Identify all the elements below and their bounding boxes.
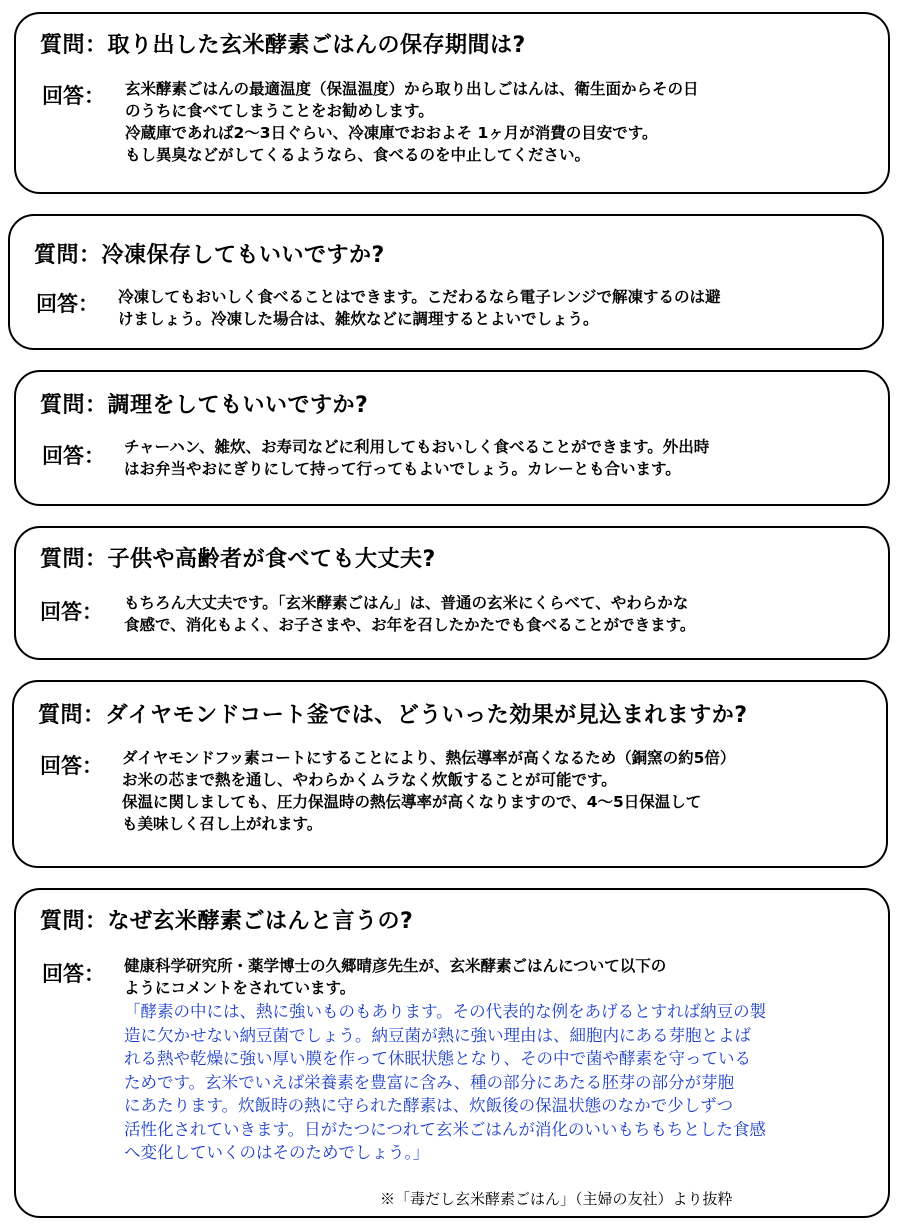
question-label: 質問： bbox=[40, 909, 108, 934]
answer-line: も美味しく召し上がれます。 bbox=[122, 815, 323, 833]
answer-text bbox=[125, 78, 699, 166]
answer-label: 回答： bbox=[42, 444, 105, 468]
answer-label: 回答： bbox=[36, 292, 99, 316]
question-text: 取り出した玄米酵素ごはんの保存期間は? bbox=[107, 33, 526, 58]
answer-line: 玄米酵素ごはんの最適温度（保温温度）から取り出しごはんは、衛生面からその日 bbox=[125, 80, 699, 98]
answer-line: はお弁当やおにぎりにして持って行ってもよいでしょう。カレーとも合います。 bbox=[124, 460, 681, 478]
answer-line: 食感で、消化もよく、お子さまや、お年を召したかたでも食べることができます。 bbox=[124, 616, 696, 634]
quote-line: れる熱や乾燥に強い厚い膜を作って休眠状態となり、その中で菌や酵素を守っている bbox=[124, 1049, 751, 1068]
question-label: 質問： bbox=[40, 547, 108, 572]
answer-line: 冷凍してもおいしく食べることはできます。こだわるなら電子レンジで解凍するのは避 bbox=[118, 288, 721, 306]
answer-label: 回答： bbox=[40, 754, 103, 778]
quote-line: 「酵素の中には、熱に強いものもあります。その代表的な例をあげるとすれば納豆の製 bbox=[124, 1002, 767, 1021]
answer-line: けましょう。冷凍した場合は、雑炊などに調理するとよいでしょう。 bbox=[118, 310, 599, 328]
quote-line: へ変化していくのはそのためでしょう。」 bbox=[124, 1143, 430, 1162]
question-heading bbox=[40, 904, 413, 935]
quote-line: 造に欠かせない納豆菌でしょう。納豆菌が熱に強い理由は、細胞内にある芽胞とよば bbox=[124, 1025, 751, 1045]
quote-line: ためです。玄米でいえば栄養素を豊富に含み、種の部分にあたる胚芽の部分が芽胞 bbox=[124, 1072, 735, 1092]
answer-line: ようにコメントをされています。 bbox=[124, 979, 356, 997]
question-text: 調理をしてもいいですか? bbox=[107, 393, 369, 418]
answer-text bbox=[124, 436, 709, 480]
question-text: 冷凍保存してもいいですか? bbox=[101, 243, 385, 268]
question-heading bbox=[40, 28, 526, 59]
answer-line: 健康科学研究所・薬学博士の久郷晴彦先生が、玄米酵素ごはんについて以下の bbox=[124, 957, 667, 975]
question-label: 質問： bbox=[34, 243, 102, 268]
answer-line: のうちに食べてしまうことをお勧めします。 bbox=[125, 102, 434, 120]
answer-text bbox=[124, 592, 695, 636]
answer-line: 冷蔵庫であれば2～3日ぐらい、冷凍庫でおおよそ 1ヶ月が消費の目安です。 bbox=[125, 124, 658, 142]
answer-line: もし異臭などがしてくるようなら、食べるのを中止してください。 bbox=[125, 146, 591, 164]
question-label: 質問： bbox=[38, 703, 106, 728]
answer-label: 回答： bbox=[42, 962, 105, 986]
question-heading bbox=[34, 238, 385, 269]
answer-line: 保温に関しましても、圧力保温時の熱伝導率が高くなりますので、4～5日保温して bbox=[122, 793, 702, 811]
question-label: 質問： bbox=[40, 33, 108, 58]
answer-line: ダイヤモンドフッ素コートにすることにより、熱伝導率が高くなるため（銅窯の約5倍） bbox=[122, 749, 736, 767]
answer-label: 回答： bbox=[42, 84, 105, 108]
question-label: 質問： bbox=[40, 393, 108, 418]
answer-text bbox=[124, 955, 666, 999]
answer-text bbox=[122, 747, 735, 835]
question-heading bbox=[40, 542, 436, 573]
answer-text bbox=[118, 286, 721, 330]
source-citation: ※「毒だし玄米酵素ごはん」（主婦の友社）より抜粋 bbox=[380, 1190, 733, 1208]
question-text: 子供や高齢者が食べても大丈夫? bbox=[107, 547, 436, 572]
quote-line: 活性化されていきます。日がたつにつれて玄米ごはんが消化のいいもちもちとした食感 bbox=[124, 1119, 766, 1139]
question-heading bbox=[38, 698, 747, 729]
quotation bbox=[124, 1000, 766, 1165]
question-heading bbox=[40, 388, 368, 419]
quote-line: にあたります。炊飯時の熱に守られた酵素は、炊飯後の保温状態のなかで少しずつ bbox=[124, 1096, 734, 1115]
answer-line: お米の芯まで熱を通し、やわらかくムラなく炊飯することが可能です。 bbox=[122, 771, 617, 789]
question-text: ダイヤモンドコート釜では、どういった効果が見込まれますか? bbox=[105, 703, 748, 728]
answer-line: チャーハン、雑炊、お寿司などに利用してもおいしく食べることができます。外出時 bbox=[124, 438, 710, 456]
question-text: なぜ玄米酵素ごはんと言うの? bbox=[107, 909, 414, 934]
answer-line: もちろん大丈夫です。「玄米酵素ごはん」は、普通の玄米にくらべて、やわらかな bbox=[124, 594, 689, 612]
answer-label: 回答： bbox=[40, 600, 103, 624]
